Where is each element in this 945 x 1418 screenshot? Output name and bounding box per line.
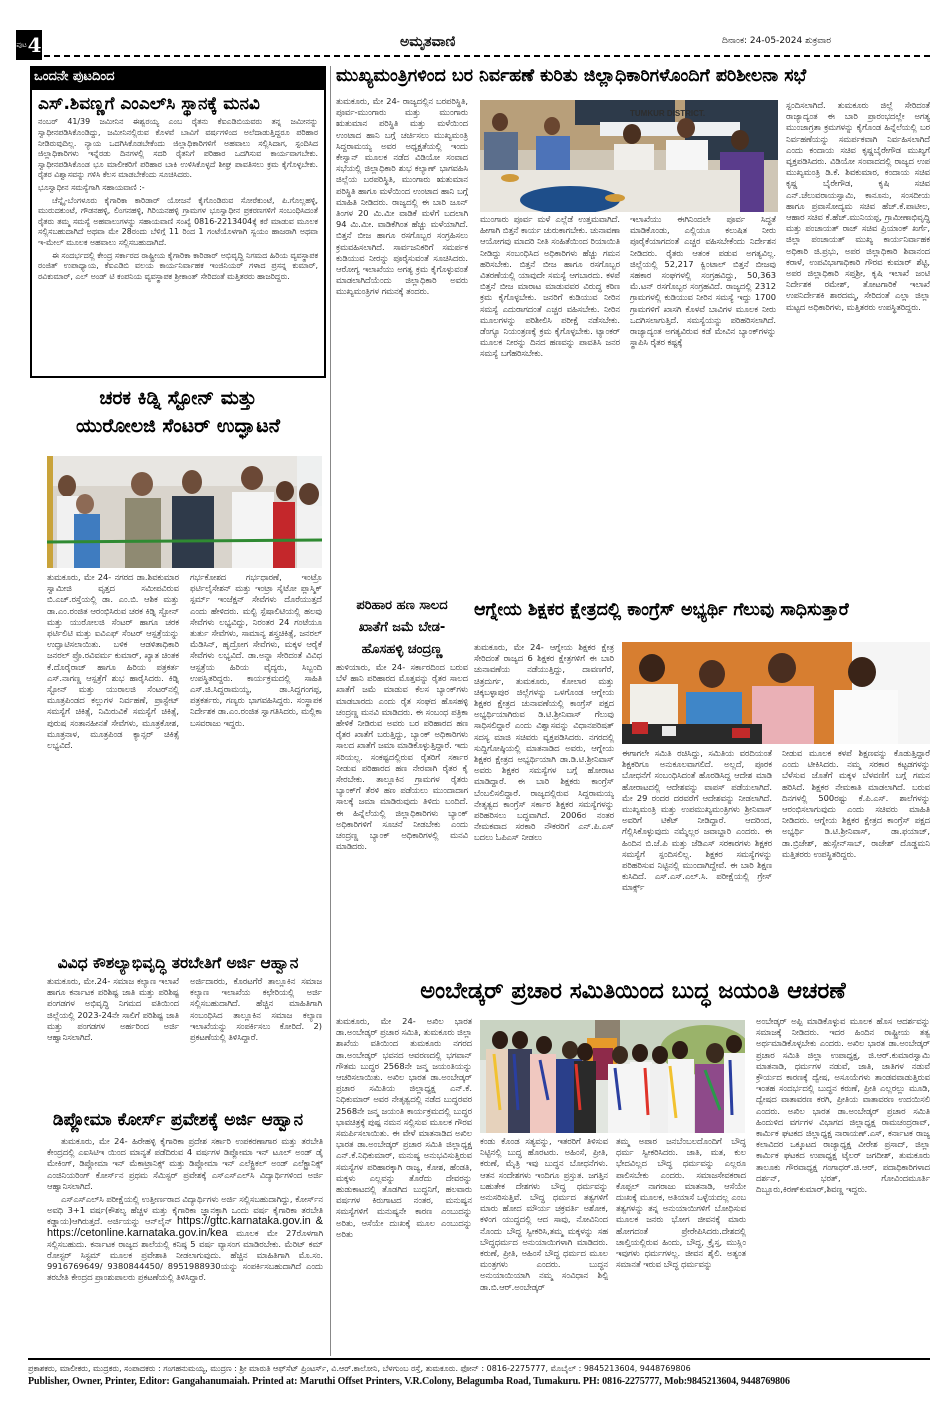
- section-label: ಒಂದನೇ ಪುಟದಿಂದ: [30, 66, 326, 88]
- article-shivanna: [30, 88, 326, 378]
- article-body-parihara: ಹುಳಿಯಾರು, ಮೇ 24- ಸರ್ಕಾರದಿಂದ ಬರುವ ಬೆಳೆ ಹಾನಿ ಪರಿಹಾರದ ಮೊತ್ತವನ್ನು ರೈತರ ಸಾಲದ ಖಾತೆಗೆ ಜಮೆ ಮಾಡುವ ಕೆಲಸ ಬ್ಯಾಂಕ್‌ಗಳು ಮಾಡಬಾರದು ಎಂದು ರೈತ ಸಂಘದ ಹೊಸಹಳ್ಳಿ ಚಂದ್ರಣ್ಣ ಮನವಿ ಮಾಡಿದರು. ಈ ಸಂಬಂಧ ಪತ್ರಿಕಾ ಹೇಳಿಕೆ ನೀಡಿರುವ ಅವರು ಬರ ಪರಿಹಾರದ ಹಣ ರೈತರ ಖಾತೆಗೆ ಬರುತ್ತಿದ್ದು, ಬ್ಯಾಂಕ್ ಅಧಿಕಾರಿಗಳು ಸಾಲದ ಖಾತೆಗೆ ಜಮಾ ಮಾಡಿಕೊಳ್ಳುತ್ತಿದ್ದಾರೆ. ಇದು ಸರಿಯಲ್ಲ. ಸಂಕಷ್ಟದಲ್ಲಿರುವ ರೈತರಿಗೆ ಸರ್ಕಾರ ನೀಡುವ ಪರಿಹಾರದ ಹಣ ನೇರವಾಗಿ ರೈತರ ಕೈ ಸೇರಬೇಕು. ತಾಲ್ಲೂಕಿನ ಗ್ರಾಮಗಳ ರೈತರು ಬ್ಯಾಂಕ್‌ಗೆ ತೆರಳಿ ಹಣ ಪಡೆಯಲು ಮುಂದಾದಾಗ ಸಾಲಕ್ಕೆ ಜಮಾ ಮಾಡಿರುವುದು ತಿಳಿದು ಬಂದಿದೆ. ಈ ಹಿನ್ನೆಲೆಯಲ್ಲಿ ಜಿಲ್ಲಾಧಿಕಾರಿಗಳು ಬ್ಯಾಂಕ್ ಅಧಿಕಾರಿಗಳಿಗೆ ಸೂಚನೆ ನೀಡಬೇಕು ಎಂದು ಚಂದ್ರಣ್ಣ ಬ್ಯಾಂಕ್ ಅಧಿಕಾರಿಗಳಲ್ಲಿ ಮನವಿ ಮಾಡಿದರು.: [336, 662, 468, 852]
- photo-press-meet: [622, 642, 930, 744]
- article-headline-agneya: ಆಗ್ನೇಯ ಶಿಕ್ಷಕರ ಕ್ಷೇತ್ರದಲ್ಲಿ ಕಾಂಗ್ರೆಸ್ ಅಭ್ಯರ್ಥಿ ಗೆಲುವು ಸಾಧಿಸುತ್ತಾರೆ: [474, 600, 849, 620]
- article-headline-cm-meeting: ಮುಖ್ಯಮಂತ್ರಿಗಳಿಂದ ಬರ ನಿರ್ವಹಣೆ ಕುರಿತು ಜಿಲ್ಲಾಧಿಕಾರಿಗಳೊಂದಿಗೆ ಪರಿಶೀಲನಾ ಸಭೆ: [336, 66, 807, 86]
- headline-line: ಯುರೋಲಜಿ ಸೆಂಟರ್ ಉದ್ಘಾಟನೆ: [75, 415, 281, 437]
- article-body-diploma: [47, 1136, 323, 1352]
- headline-line: ಖಾತೆಗೆ ಜಮೆ ಬೇಡ-: [358, 620, 446, 635]
- imprint-english: Publisher, Owner, Printer, Editor: Gangahanumaiah. Printed at: Maruthi Offset Printers, V.R.Colony, Belagumba Road, Tumakuru. PH: 0816-2275777, Mob:9845213604, 9448769806: [28, 1376, 790, 1387]
- photo-sign-text: TUMKUR DISTRICT.: [630, 109, 706, 118]
- article-headline-charaka: [30, 384, 326, 440]
- article-body-agneya-col1: ತುಮಕೂರು, ಮೇ 24- ಆಗ್ನೇಯ ಶಿಕ್ಷಕರ ಕ್ಷೇತ್ರ ಸೇರಿದಂತೆ ರಾಜ್ಯದ 6 ಶಿಕ್ಷಕರ ಕ್ಷೇತ್ರಗಳಿಗೆ ಈ ಬಾರಿ ಚುನಾವಣೆಯ ನಡೆಯುತ್ತಿದ್ದು, ದಾವಣಗೆರೆ, ಚಿತ್ರದುರ್ಗ, ತುಮಕೂರು, ಕೋಲಾರ ಮತ್ತು ಚಿಕ್ಕಬಳ್ಳಾಪುರ ಜಿಲ್ಲೆಗಳನ್ನು ಒಳಗೊಂಡ ಆಗ್ನೇಯ ಶಿಕ್ಷಕರ ಕ್ಷೇತ್ರದ ಚುನಾವಣೆಯಲ್ಲಿ ಕಾಂಗ್ರೆಸ್ ಪಕ್ಷದ ಅಭ್ಯರ್ಥಿಯಾಗಿರುವ ಡಿ.ಟಿ.ಶ್ರೀನಿವಾಸ್ ಗೆಲುವು ಸಾಧಿಸಲಿದ್ದಾರೆ ಎಂದು ವಿಶ್ವಾಸವನ್ನು ವಿಧಾನಪರಿಷತ್ ಸದಸ್ಯ ಮಾಜಿ ಸಚಿವರು ವ್ಯಕ್ತಪಡಿಸಿದರು. ನಗರದಲ್ಲಿ ಸುದ್ದಿಗೋಷ್ಠಿಯಲ್ಲಿ ಮಾತನಾಡಿದ ಅವರು, ಆಗ್ನೇಯ ಶಿಕ್ಷಕರ ಕ್ಷೇತ್ರದ ಅಭ್ಯರ್ಥಿಯಾಗಿ ಡಾ.ಡಿ.ಟಿ.ಶ್ರೀನಿವಾಸ್ ಅವರು ಶಿಕ್ಷಕರ ಸಮಸ್ಯೆಗಳ ಬಗ್ಗೆ ಹೋರಾಟ ಮಾಡಿದ್ದಾರೆ. ಈ ಬಾರಿ ಶಿಕ್ಷಕರು ಕಾಂಗ್ರೆಸ್ ಬೆಂಬಲಿಸಲಿದ್ದಾರೆ. ರಾಜ್ಯದಲ್ಲಿರುವ ಸಿದ್ದರಾಮಯ್ಯ ನೇತೃತ್ವದ ಕಾಂಗ್ರೆಸ್ ಸರ್ಕಾರ ಶಿಕ್ಷಕರ ಸಮಸ್ಯೆಗಳನ್ನು ಪರಿಹರಿಸಲು ಬದ್ಧವಾಗಿದೆ. 2006ರ ನಂತರ ನೇಮಕವಾದ ಸರಕಾರಿ ನೌಕರರಿಗೆ ಎನ್.ಪಿ.ಎಸ್ ಬದಲು ಓಪಿಎಸ್ ನೀಡಲು: [474, 642, 614, 843]
- article-text: ಎಸ್‌ಎಸ್‌ಎಲ್‌ಸಿ ಪರೀಕ್ಷೆಯಲ್ಲಿ ಉತ್ತೀರ್ಣರಾದ ವಿದ್ಯಾರ್ಥಿಗಳು ಅರ್ಜಿ ಸಲ್ಲಿಸಬಹುದಾಗಿದ್ದು, ಕೋರ್ಸ್‌ನ ಅವಧಿ 3+1 ವರ್ಷ(ಕೌಶಲ್ಯ ಹೆಚ್ಚಳ ಮತ್ತು ಕೈಗಾರಿಕಾ ಜ್ಞಾನಕ್ಕಾಗಿ ಒಂದು ವರ್ಷ ಕೈಗಾರಿಕಾ ತರಬೇತಿ ಕಡ್ಡಾಯ)ಆಗಿರುತ್ತದೆ. ಅರ್ಜಿಯನ್ನು ಆನ್‌ಲೈನ್: [47, 1194, 323, 1227]
- headline-line: ಚರಕ ಕಿಡ್ನಿ ಸ್ಟೋನ್ ಮತ್ತು: [99, 387, 257, 409]
- link-cetonline[interactable]: https://cetonline.karnataka.gov.in/kea: [47, 1226, 228, 1239]
- link-ampersand: &: [315, 1215, 323, 1228]
- page-number-badge: [16, 30, 42, 60]
- article-body-charaka-col2: ಗರ್ಭಕೋಶದ ಗರ್ಭಧಾರಣೆ, ಇಂಟ್ರೊ ಫರ್ಟಿಲೈಸೇಶನ್ ಮತ್ತು ಇಂಟ್ರಾ ಸೈಟೋ ಪ್ಲಾಸ್ಮಿಕ್ ಸ್ಪರ್ಮ್ ಇಂಜೆಕ್ಷನ್ ಸೇವೆಗಳು ದೊರೆಯುತ್ತದೆ ಎಂದು ಹೇಳಿದರು. ಮಲ್ಟಿ ಸ್ಪೆಷಾಲಿಟಿಯಲ್ಲಿ ಹಲವು ಸೇವೆಗಳು ಲಭ್ಯವಿದ್ದು, ನಿರಂತರ 24 ಗಂಟೆಯೂ ತುರ್ತು ಸೇವೆಗಳು, ಸಾಮಾನ್ಯ ಶಸ್ತ್ರಚಿಕಿತ್ಸೆ, ಜನರಲ್ ಮೆಡಿಸಿನ್, ಹೃದ್ರೋಗ ಸೇವೆಗಳು, ಮಕ್ಕಳ ಆರೈಕೆ ಸೇವೆಗಳು ಲಭ್ಯವಿದೆ. ಡಾ.ಅನ್ನಾ ಸೇರಿದಂತೆ ವಿವಿಧ ಆಸ್ಪತ್ರೆಯ ಹಿರಿಯ ವೈದ್ಯರು, ಸಿಬ್ಬಂದಿ ಉಪಸ್ಥಿತರಿದ್ದರು. ಕಾರ್ಯಕ್ರಮದಲ್ಲಿ ಸಾಹಿತಿ ಎಸ್.ಜಿ.ಸಿದ್ದರಾಮಯ್ಯ, ಡಾ.ಸಿದ್ದಗಂಗಪ್ಪ, ಪತ್ರಕರ್ತರು, ಗಣ್ಯರು ಭಾಗವಹಿಸಿದ್ದರು. ಸಂಸ್ಥಾಪಕ ನಿರ್ದೇಶಕ ಡಾ.ಎಂ.ರಂಜಿತ ಸ್ವಾಗತಿಸಿದರು, ಮಲ್ಲಿಕಾ ಬಸವರಾಜು ಇದ್ದರು.: [190, 572, 322, 728]
- article-body-charaka-col1: ತುಮಕೂರು, ಮೇ 24- ನಗರದ ಡಾ.ಶಿವಕುಮಾರ ಸ್ವಾಮೀಜಿ ವೃತ್ತದ ಸಮೀಪವಿರುವ ಬಿ.ಎಚ್.ರಸ್ತೆಯಲ್ಲಿ ಡಾ. ಎಂ.ಬಿ. ಆಶಿಕ ಮತ್ತು ಡಾ.ಎಂ.ರಂಜಿತ ಆರಂಭಿಸಿರುವ ಚರಕ ಕಿಡ್ನಿ ಸ್ಟೋನ್ ಮತ್ತು ಯುರೋಲಜಿ ಸೆಂಟರ್ ಹಾಗೂ ಚರಕ ಫರ್ಟಿಲಿಟಿ ಮತ್ತು ಐವಿಎಫ್ ಸೆಂಟರ್ ಆಸ್ಪತ್ರೆಯನ್ನು ಉದ್ಘಾಟಿಸಲಾಯಿತು. ಬಳಿಕ ಆಡಳಿತಾಧಿಕಾರಿ ಜನರಲ್ ಪ್ರೊ.ರವಿವರ್ಮ ಕುಮಾರ್, ಖ್ಯಾತ ಚಿಂತಕ ಕೆ.ದೊರೈರಾಜ್ ಹಾಗೂ ಹಿರಿಯ ಪತ್ರಕರ್ತ ಎಸ್.ನಾಗಣ್ಣ ಆಸ್ಪತ್ರೆಗೆ ಶುಭ ಹಾರೈಸಿದರು. ಕಿಡ್ನಿ ಸ್ಟೋನ್ ಮತ್ತು ಯುರಾಲಜಿ ಸೆಂಟರ್‌ನಲ್ಲಿ ಮೂತ್ರಪಿಂಡದ ಕಲ್ಲುಗಳ ನಿರ್ವಹಣೆ, ಪ್ರಾಸ್ಟೇಟ್ ಸಮಸ್ಯೆಗೆ ಚಿಕಿತ್ಸೆ, ನಿಮಿರುವಿಕೆ ಸಮಸ್ಯೆಗೆ ಚಿಕಿತ್ಸೆ, ಪುರುಷ ಸಂತಾನಹೀನತೆ ಸೇವೆಗಳು, ಮೂತ್ರಕೋಶ, ಮೂತ್ರನಾಳ, ಮೂತ್ರಪಿಂಡ ಕ್ಯಾನ್ಸರ್ ಚಿಕಿತ್ಸೆ ಲಭ್ಯವಿದೆ.: [47, 572, 179, 751]
- article-headline: ಎಸ್.ಶಿವಣ್ಣಗೆ ಎಂಎಲ್‌ಸಿ ಸ್ಥಾನಕ್ಕೆ ಮನವಿ: [38, 94, 260, 114]
- article-paragraph: ಈ ಸಂದರ್ಭದಲ್ಲಿ ಕೇಂದ್ರ ಸರ್ಕಾರದ ರಾಷ್ಟ್ರೀಯ ಕೈಗಾರಿಕಾ ಕಾರಿಡಾರ್ ಅಭಿವೃದ್ಧಿ ನಿಗಮದ ಹಿರಿಯ ವ್ಯವಸ್ಥಾಪಕ ರಂಜಿತ್ ಉಪಾಧ್ಯಾಯ, ಕೆಐಎಡಿಬಿ ವಲಯ ಕಾರ್ಯನಿರ್ವಾಹಕ ಇಂಜಿನಿಯರ್ ಗಳಾದ ಪ್ರಸನ್ನ ಕುಮಾರ್, ರವಿಕುಮಾರ್, ಎಲ್ ಅಂಡ್ ಟಿ ಕಂಪನಿಯ ವ್ಯವಸ್ಥಾಪಕ ಶ್ರೀಕಾಂತ್ ಸೇರಿದಂತೆ ಮತ್ತಿತರರು ಹಾಜರಿದ್ದರು.: [38, 250, 318, 281]
- article-body-cm-col4: ಸ್ಪಂದಿಸಲಾಗಿದೆ. ತುಮಕೂರು ಜಿಲ್ಲೆ ಸೇರಿದಂತೆ ರಾಜ್ಯಾದ್ಯಂತ ಈ ಬಾರಿ ಪ್ರಾರಂಭದಲ್ಲೇ ಅಗತ್ಯ ಮುಂಜಾಗ್ರತಾ ಕ್ರಮಗಳನ್ನು ಕೈಗೊಂಡ ಹಿನ್ನೆಲೆಯಲ್ಲಿ ಬರ ನಿರ್ವಹಣೆಯನ್ನು ಸಮರ್ಪಕವಾಗಿ ನಿರ್ವಹಿಸಲಾಗಿದೆ ಎಂದು ಕಂದಾಯ ಸಚಿವ ಕೃಷ್ಣಬೈರೇಗೌಡ ಮುಖ್ಯಗೆ ವ್ಯಕ್ತಪಡಿಸಿದರು. ವಿಡಿಯೋ ಸಂವಾದದಲ್ಲಿ ರಾಜ್ಯದ ಉಪ ಮುಖ್ಯಮಂತ್ರಿ ಡಿ.ಕೆ. ಶಿವಕುಮಾರ, ಕಂದಾಯ ಸಚಿವ ಕೃಷ್ಣ ಬೈರೇಗೌಡ, ಕೃಷಿ ಸಚಿವ ಎನ್.ಚೆಲುವರಾಯಸ್ವಾಮಿ, ಕಾನೂನು, ಸಂಸದೀಯ ಹಾಗೂ ಪ್ರವಾಸೋದ್ಯಮ ಸಚಿವ ಹೆಚ್.ಕೆ.ಪಾಟೀಲ, ಆಹಾರ ಸಚಿವ ಕೆ.ಹೆಚ್.ಮುನಿಯಪ್ಪ, ಗ್ರಾಮೀಣಾಭಿವೃದ್ಧಿ ಮತ್ತು ಪಂಚಾಯತ್ ರಾಜ್ ಸಚಿವ ಪ್ರಿಯಾಂಕ್ ಖರ್ಗೆ, ಜಿಲ್ಲಾ ಪಂಚಾಯತ್ ಮುಖ್ಯ ಕಾರ್ಯನಿರ್ವಾಹಕ ಅಧಿಕಾರಿ ಜಿ.ಪ್ರಭು, ಅಪರ ಜಿಲ್ಲಾಧಿಕಾರಿ ಶಿವಾನಂದ ಕರಾಳೆ, ಉಪವಿಭಾಗಾಧಿಕಾರಿ ಗೌರವ ಕುಮಾರ್ ಶೆಟ್ಟಿ, ಅಪರ ಜಿಲ್ಲಾಧಿಕಾರಿ ಸಪ್ತಶ್ರೀ, ಕೃಷಿ ಇಲಾಖೆ ಜಂಟಿ ನಿರ್ದೇಶಕ ರಮೇಶ್, ತೋಟಗಾರಿಕೆ ಇಲಾಖೆ ಉಪನಿರ್ದೇಶಕಿ ಶಾರದಮ್ಮ, ಸೇರಿದಂತೆ ಎಲ್ಲಾ ಜಿಲ್ಲಾ ಮಟ್ಟದ ಅಧಿಕಾರಿಗಳು, ಮತ್ತಿತರರು ಉಪಸ್ಥಿತರಿದ್ದರು.: [786, 100, 930, 312]
- imprint-kannada: ಪ್ರಕಾಶಕರು, ಮಾಲೀಕರು, ಮುದ್ರಕರು, ಸಂಪಾದಕರು : ಗಂಗಹನುಮಯ್ಯ, ಮುದ್ರಣ : ಶ್ರೀ ಮಾರುತಿ ಆಫ್‌ಸೆಟ್ ಪ್ರಿಂಟರ್ಸ್, ವಿ.ಆರ್.ಕಾಲೋನಿ, ಬೆಳಗುಂಬ ರಸ್ತೆ, ತುಮಕೂರು. ಫೋನ್ : 0816-2275777, ಮೊಬೈಲ್ : 9845213604, 9448769806: [28, 1364, 691, 1373]
- article-body-agneya-col3: ನೀಡುವ ಮೂಲಕ ಕಳಪೆ ಶಿಕ್ಷಣವನ್ನು ಕೊಡುತ್ತಿದ್ದಾರೆ ಎಂದು ಟೀಕಿಸಿದರು. ನಮ್ಮ ಸರಕಾರ ಕಟ್ಟಡಗಳನ್ನು ಬೆಳೆಸುವ ಜೊತೆಗೆ ಮಕ್ಕಳ ಬೆಳವಣಿಗೆ ಬಗ್ಗೆ ಗಮನ ಹರಿಸಿದೆ. ಶಿಕ್ಷಕರ ನೇಮಕಾತಿ ಮಾಡಲಾಗಿದೆ. ಬರುವ ದಿನಗಳಲ್ಲಿ 500ರಷ್ಟು ಕೆ.ಪಿ.ಎಸ್. ಶಾಲೆಗಳನ್ನು ಆರಂಭಿಸಲಾಗುವುದು ಎಂದು ಸಚಿವರು ಮಾಹಿತಿ ನೀಡಿದರು. ಆಗ್ನೇಯ ಶಿಕ್ಷಕರ ಕ್ಷೇತ್ರದ ಕಾಂಗ್ರೆಸ್ ಪಕ್ಷದ ಅಭ್ಯರ್ಥಿ ಡಿ.ಟಿ.ಶ್ರೀನಿವಾಸ್, ಡಾ.ಫಯಾಜ್, ಡಾ.ಬ್ರಿಜೇಶ್, ಹುಸ್ಸೇನ್‌ಸಾಬ್, ರಾಜೇಶ್ ದೊಡ್ಡಮನಿ ಮತ್ತಿತರರು ಉಪಸ್ಥಿತರಿದ್ದರು.: [782, 748, 930, 859]
- article-text: ಮೂಲಕ ಮೇ 27ರೊಳಗಾಗಿ ಸಲ್ಲಿಸಬಹುದು. ಕರ್ನಾಟಕ ರಾಜ್ಯದ ಶಾಲೆಯಲ್ಲಿ ಕನಿಷ್ಠ 5 ವರ್ಷ ವ್ಯಾಸಂಗ ಮಾಡಿರಬೇಕು. ಮೆರಿಟ್ ಕಮ್ ರೋಸ್ಟರ್ ಸಿಸ್ಟಮ್ ಮೂಲಕ ಪ್ರವೇಶಾತಿ ನೀಡಲಾಗುವುದು. ಹೆಚ್ಚಿನ ಮಾಹಿತಿಗಾಗಿ ಮೊ.ಸಂ. 9916769649/ 9380844450/ 8951988930ಯನ್ನು ಸಂಪರ್ಕಿಸಬಹುದಾಗಿದೆ ಎಂದು ತರಬೇತಿ ಕೇಂದ್ರದ ಪ್ರಾಂಶುಪಾಲರು ಪ್ರಕಟಣೆಯಲ್ಲಿ ತಿಳಿಸಿದ್ದಾರೆ.: [47, 1227, 323, 1283]
- article-paragraph: ಚೆನ್ನೈ-ಬೆಂಗಳೂರು ಕೈಗಾರಿಕಾ ಕಾರಿಡಾರ್ ಯೋಜನೆ ಕೈಗೊಂಡಿರುವ ಸೋರೆಕುಂಟೆ, ಪಿ.ಗೊಲ್ಲಹಳ್ಳಿ, ಮುರುದಕುಂಟೆ, ಗೌಡನಹಳ್ಳಿ, ಲಿಂಗನಹಳ್ಳಿ, ಗಿರಿಯನಹಳ್ಳಿ ಗ್ರಾಮಗಳ ಭೂಸ್ವಾಧೀನ ಪ್ರಕರಣಗಳಿಗೆ ಸಂಬಂಧಿಸಿದಂತೆ ರೈತರು ತಮ್ಮ ಸಮಸ್ಯೆ ಅಹವಾಲುಗಳನ್ನು ಸಹಾಯವಾಣಿ ಸಂಖ್ಯೆ 0816-2213404ಕ್ಕೆ ಕರೆ ಮಾಡುವ ಮೂಲಕ ಸಲ್ಲಿಸಬಹುದಾಗಿದೆ ಅಥವಾ ಮೇ 28ರಂದು ಬೆಳಿಗ್ಗೆ 11 ರಿಂದ 1 ಗಂಟೆಯೊಳಗಾಗಿ ಸ್ವಯಂ ಹಾಜರಾಗಿ ಅಥವಾ ಇ-ಮೇಲ್ ಮೂಲಕ ಅಹವಾಲು ಸಲ್ಲಿಸಬಹುದಾಗಿದೆ.: [38, 195, 318, 247]
- article-body-vividha-col2: ಅರ್ಜಿದಾರರು, ಕೊರಟಗೆರೆ ತಾಲ್ಲೂಕಿನ ಸಮಾಜ ಕಲ್ಯಾಣ ಇಲಾಖೆಯ ಕಛೇರಿಯಲ್ಲಿ ಅರ್ಜಿ ಸಲ್ಲಿಸಬಹುದಾಗಿದೆ. ಹೆಚ್ಚಿನ ಮಾಹಿತಿಗಾಗಿ ಸಂಬಂಧಿಸಿದ ತಾಲ್ಲೂಕಿನ ಸಮಾಜ ಕಲ್ಯಾಣ ಇಲಾಖೆಯನ್ನು ಸಂಪರ್ಕಿಸಲು ಕೋರಿದೆ. 2) ಪ್ರಕಟಣೆಯಲ್ಲಿ ತಿಳಿಸಿದ್ದಾರೆ.: [190, 976, 322, 1043]
- article-paragraph: ನಂಬರ್ 41/39 ಜಮೀನಿನ ಈಶ್ವರಯ್ಯ ಎಂಬ ರೈತನು ಕೆಐಎಡಿಬಿಯವರು ತನ್ನ ಜಮೀನನ್ನು ಸ್ವಾಧೀನಪಡಿಸಿಕೊಂಡಿದ್ದು, ಜಮೀನಿನಲ್ಲಿರುವ ಕೊಳವೆ ಬಾವಿಗೆ ವರ್ಷಗಳಿಂದ ಅಲೆದಾಡುತ್ತಿದ್ದರೂ ಪರಿಹಾರ ನೀಡಿರುವುದಿಲ್ಲ. ನ್ಯಾಯ ಒದಗಿಸಿಕೊಡಬೇಕೆಂದು ಜಿಲ್ಲಾಧಿಕಾರಿಗಳಿಗೆ ಅಹವಾಲು ಸಲ್ಲಿಸಿದಾಗ, ಸ್ಪಂದಿಸಿದ ಜಿಲ್ಲಾಧಿಕಾರಿಗಳು ಇನ್ನೆರಡು ದಿನಗಳಲ್ಲಿ ಸದರಿ ರೈತನಿಗೆ ಪರಿಹಾರ ಒದಗಿಸುವ ಕಾರ್ಯವಾಗಬೇಕು. ಸ್ವಾಧೀನಪಡಿಸಿಕೊಂಡ ಭೂ ಮಾಲೀಕರಿಗೆ ಪರಿಹಾರ ಬಾಕಿ ಉಳಿಸಿಕೊಳ್ಳದೆ ಶೀಘ್ರ ಪಾವತಿಸಲು ಕ್ರಮ ಕೈಗೊಳ್ಳಬೇಕು. ರೈತರ ವಿಶ್ವಾಸವನ್ನು ಗಳಿಸಿ ಕೆಲಸ ಮಾಡಬೇಕೆಂದು ಸೂಚಿಸಿದರು.: [38, 117, 318, 180]
- dateline: ದಿನಾಂಕ: 24-05-2024 ಶುಕ್ರವಾರ: [722, 36, 832, 46]
- article-body-cm-col3: ಇಲಾಖೆಯು ಈಗಿನಿಂದಲೇ ಪೂರ್ವ ಸಿದ್ಧತೆ ಮಾಡಿಕೊಂಡು, ಎಲ್ಲಿಯೂ ಕಲುಷಿತ ನೀರು ಪೂರೈಕೆಯಾಗದಂತೆ ಎಚ್ಚರ ವಹಿಸಬೇಕೆಂದು ನಿರ್ದೇಶನ ನೀಡಿದರು. ರೈತರು ಆತಂಕ ಪಡುವ ಅಗತ್ಯವಿಲ್ಲ. ಜಿಲ್ಲೆಯಲ್ಲಿ 52,217 ಕ್ವಿಂಟಾಲ್ ಬಿತ್ತನೆ ಬೀಜವು ಸಹಕಾರ ಸಂಘಗಳಲ್ಲಿ ಸಂಗ್ರಹವಿದ್ದು, 50,363 ಮೆ.ಟನ್ ರಸಗೊಬ್ಬರ ಸಂಗ್ರಹವಿದೆ. ರಾಜ್ಯದಲ್ಲಿ 2312 ಗ್ರಾಮಗಳಲ್ಲಿ ಕುಡಿಯುವ ನೀರಿನ ಸಮಸ್ಯೆ ಇದ್ದು 1700 ಗ್ರಾಮಗಳಿಗೆ ಖಾಸಗಿ ಕೊಳವೆ ಬಾವಿಗಳ ಮೂಲಕ ನೀರು ಒದಗಿಸಲಾಗುತ್ತಿದೆ. ಸಮಸ್ಯೆಯನ್ನು ಪರಿಹರಿಸಲಾಗಿದೆ. ರಾಜ್ಯಾದ್ಯಂತ ಅಗತ್ಯವಿರುವ ಕಡೆ ಮೇವಿನ ಬ್ಯಾಂಕ್‌ಗಳನ್ನು ಸ್ಥಾಪಿಸಿ ರೈತರ ಕಷ್ಟಕ್ಕೆ: [630, 214, 776, 348]
- page-prefix: ಪುಟ: [16, 41, 27, 49]
- article-body-cm-col1: ತುಮಕೂರು, ಮೇ 24- ರಾಜ್ಯದಲ್ಲಿನ ಬರಪರಿಸ್ಥಿತಿ, ಪೂರ್ವ-ಮುಂಗಾರು ಮತ್ತು ಮುಂಗಾರು ಋತುಮಾನ ಪರಿಸ್ಥಿತಿ ಮತ್ತು ಮಳೆಯಿಂದ ಉಂಟಾದ ಹಾನಿ ಬಗ್ಗೆ ಚರ್ಚಿಸಲು ಮುಖ್ಯಮಂತ್ರಿ ಸಿದ್ದರಾಮಯ್ಯ ಅವರ ಅಧ್ಯಕ್ಷತೆಯಲ್ಲಿ ಇಂದು ಕೇಸ್ವಾನ್ ಮೂಲಕ ನಡೆದ ವಿಡಿಯೋ ಸಂವಾದ ಸಭೆಯಲ್ಲಿ ಜಿಲ್ಲಾಧಿಕಾರಿ ಶುಭ ಕಲ್ಯಾಣ್ ಭಾಗವಹಿಸಿ ಜಿಲ್ಲೆಯ ಬರಪರಿಸ್ಥಿತಿ, ಮುಂಗಾರು ಋತುಮಾನ ಪರಿಸ್ಥಿತಿ ಹಾಗೂ ಮಳೆಯಿಂದ ಉಂಟಾದ ಹಾನಿ ಬಗ್ಗೆ ಮಾಹಿತಿ ನೀಡಿದರು. ರಾಜ್ಯದಲ್ಲಿ ಈ ಬಾರಿ ಜೂನ್ ತಿಂಗಳ 20 ಮಿ.ಮೀ ವಾಡಿಕೆ ಮಳೆಗೆ ಬದಲಾಗಿ 94 ಮಿ.ಮೀ. ವಾಡಿಕೆಗಿಂತ ಹೆಚ್ಚು ಮಳೆಯಾಗಿದೆ. ಬಿತ್ತನೆ ಬೀಜ ಹಾಗೂ ರಸಗೊಬ್ಬರ ಸಂಗ್ರಹಿಸಲು ಕ್ರಮವಹಿಸಲಾಗಿದೆ. ಸಾರ್ವಜನಿಕರಿಗೆ ಸಮರ್ಪಕ ಕುಡಿಯುವ ನೀರನ್ನು ಪೂರೈಸುವಂತೆ ಸೂಚಿಸಿದರು. ಆರೋಗ್ಯ ಇಲಾಖೆಯು ಅಗತ್ಯ ಕ್ರಮ ಕೈಗೊಳ್ಳುವಂತೆ ಮಾಡಲಾಗಿದೆಯೆಂದು ಜಿಲ್ಲಾಧಿಕಾರಿ ಅವರು ಮುಖ್ಯಮಂತ್ರಿಗಳ ಗಮನಕ್ಕೆ ತಂದರು.: [336, 96, 468, 297]
- article-body-ambedkar-col2: ಕಂಡು ಕೊಂಡ ಸತ್ಯವನ್ನು, ಇತರರಿಗೆ ತಿಳಿಸುವ ನಿಟ್ಟಿನಲ್ಲಿ ಬುದ್ಧ ಹೊರಟರು. ಅಹಿಂಸೆ, ಪ್ರೀತಿ, ಕರುಣೆ, ಮೈತ್ರಿ ಇವು ಬುದ್ಧನ ಬೋಧನೆಗಳು. ಆತನ ಸಂದೇಶಗಳು ಇಂದಿಗೂ ಪ್ರಸ್ತುತ. ಜಗತ್ತಿನ ಬಹುತೇಕ ದೇಶಗಳು ಬೌದ್ಧ ಧರ್ಮವನ್ನು ಅನುಸರಿಸುತ್ತಿವೆ. ಬೌದ್ಧ ಧರ್ಮದ ತತ್ವಗಳಿಗೆ ಮಾರು ಹೋದ ಮೌರ್ಯ ಚಕ್ರವರ್ತಿ ಅಶೋಕ, ಕಳಿಂಗ ಯುದ್ಧದಲ್ಲಿ ಆದ ಸಾವು, ನೋವಿನಿಂದ ನೊಂದು ಬೌದ್ಧ ಸ್ವೀಕರಿಸಿ,ತಮ್ಮ ಮಕ್ಕಳನ್ನು ಸಹ ಬೌದ್ಧಧರ್ಮದ ಅನುಯಾಯಿಗಳಾಗಿ ಮಾಡಿದರು. ಕರುಣೆ, ಪ್ರೀತಿ, ಅಹಿಂಸೆ ಬೌದ್ಧ ಧರ್ಮದ ಮೂಲ ಮಂತ್ರಗಳು ಎಂದರು. ಬುದ್ಧನ ಅನುಯಾಯಿಯಾಗಿ ನಮ್ಮ ಸಂವಿಧಾನ ಶಿಲ್ಪಿ ಡಾ.ಬಿ.ಆರ್.ಅಂಬೇಡ್ಕರ್: [480, 1136, 608, 1292]
- page-number: 4: [27, 33, 42, 57]
- photo-inauguration: [47, 456, 322, 568]
- article-headline-ambedkar: ಅಂಬೇಡ್ಕರ್ ಪ್ರಚಾರ ಸಮಿತಿಯಿಂದ ಬುದ್ಧ ಜಯಂತಿ ಆಚರಣೆ: [420, 978, 846, 1004]
- article-body-ambedkar-col3: ತಮ್ಮ ಅಪಾರ ಜನಬೆಂಬಲದೊಂದಿಗೆ ಬೌದ್ಧ ಧರ್ಮ ಸ್ವೀಕರಿಸಿದರು. ಜಾತಿ, ಮತ, ಕುಲ ಭೇದವಿಲ್ಲದ ಬೌದ್ಧ ಧರ್ಮವನ್ನು ಎಲ್ಲರೂ ಪಾಲಿಸಬೇಕು ಎಂದರು. ಸಮಾಜಸೇವಕರಾದ ಕೊಪ್ಪಲ್ ನಾಗರಾಜು ಮಾತನಾಡಿ, ಆಸೆಯೇ ದುಃಖಕ್ಕೆ ಮೂಲಕ, ಅತಿಯಾಸೆ ಒಳ್ಳೆಯದಲ್ಲ ಎಂಬ ತತ್ವಗಳನ್ನು ತನ್ನ ಅನುಯಾಯಿಗಳಿಗೆ ಬೋಧಿಸುವ ಮೂಲಕ ಜನರು ಭೋಗ ಜೀವನಕ್ಕೆ ಮಾರು ಹೋಗದಂತೆ ಪ್ರೇರೇಪಿಸಿದರು.ದೇಶದಲ್ಲಿ ಚಾಲ್ತಿಯಲ್ಲಿರುವ ಹಿಂದು, ಬೌದ್ಧ, ಕ್ರೈಸ್ತ, ಮುಸ್ಲಿಂ ಇವುಗಳು ಧರ್ಮಗಳಲ್ಲ. ಜೀವನ ಶೈಲಿ. ಅತ್ಯಂತ ಸಮಾನತೆ ಇರುವ ಬೌದ್ಧ ಧರ್ಮವನ್ನು: [616, 1136, 746, 1270]
- article-body-ambedkar-col4: ಅಂಬೇಡ್ಕರ್ ಅಪ್ಪಿ ಮಾಡಿಕೊಳ್ಳುವ ಮೂಲಕ ಹೊಸ ಆದರ್ಶವನ್ನು ಸಮಾಜಕ್ಕೆ ನೀಡಿದರು. ಇದರ ಹಿಂದಿನ ರಾಷ್ಟ್ರೀಯ ತತ್ವ ಅರ್ಥಮಾಡಿಕೊಳ್ಳಬೇಕು ಎಂದರು. ಅಖಿಲ ಭಾರತ ಡಾ.ಅಂಬೇಡ್ಕರ್ ಪ್ರಚಾರ ಸಮಿತಿ ಜಿಲ್ಲಾ ಉಪಾಧ್ಯಕ್ಷ, ಜಿ.ಆರ್.ಕುಮಾರಸ್ವಾಮಿ ಮಾತನಾಡಿ, ಧರ್ಮಗಳ ನಡುವೆ, ಜಾತಿ, ಜಾತಿಗಳ ನಡುವೆ ಕ್ರೌರ್ಯದ ಕಾರಣಕ್ಕೆ ದ್ವೇಷ, ಅಸೂಯೆಗಳು ತಾಂಡವವಾಡುತ್ತಿರುವ ಇಂತಹ ಸಂದರ್ಭದಲ್ಲಿ ಬುದ್ಧನ ಕರುಣೆ, ಪ್ರೀತಿ ಎಲ್ಲರಲ್ಲು ಮೂಡಿ, ದ್ವೇಷದ ವಾತಾವರಣ ಕರಗಿ, ಪ್ರೀತಿಯ ವಾತಾವರಣ ಉದಯಿಸಲಿ ಎಂದರು. ಅಖಿಲ ಭಾರತ ಡಾ.ಅಂಬೇಡ್ಕರ್ ಪ್ರಚಾರ ಸಮಿತಿ ಹಿಂದುಳಿದ ವರ್ಗಗಳ ವಿಭಾಗದ ಜಿಲ್ಲಾಧ್ಯಕ್ಷ ರಾಮಚಂದ್ರರಾವ್, ಕಾರ್ಮಿಕ ಘಟಕದ ಜಿಲ್ಲಾಧ್ಯಕ್ಷ ನಾರಾಯಣ್.ಎಸ್, ಕರ್ನಾಟಕ ರಾಜ್ಯ ಕಲಾವಿದರ ಒಕ್ಕೂಟದ ರಾಜ್ಯಾಧ್ಯಕ್ಷ ವೀರೇಶ ಪ್ರಸಾದ್, ಜಿಲ್ಲಾ ಕಾರ್ಮಿಕ ಘಟಕದ ಉಪಾಧ್ಯಕ್ಷ ಟೈಲರ್ ಜಗದೀಶ್, ತುಮಕೂರು ತಾಲೂಕು ಗೌರವಾಧ್ಯಕ್ಷ ಗಂಗಾಧರ್.ಜಿ.ಆರ್, ಪದಾಧಿಕಾರಿಗಳಾದ ದರ್ಶನ್, ಭರತ್, ಗೋವಿಂದಮೂರ್ತಿ ದಿಬ್ಬೂರು,ಕಿರಣ್‌ಕುಮಾರ್,ಶಿವಣ್ಣ ಇದ್ದರು.: [756, 1016, 930, 1195]
- article-headline-vividha: ವಿವಿಧ ಕೌಶಲ್ಯಾಭಿವೃದ್ಧಿ ತರಬೇತಿಗೆ ಅರ್ಜಿ ಆಹ್ವಾನ: [57, 954, 299, 972]
- headline-line: ಪರಿಹಾರ ಹಣ ಸಾಲದ: [356, 598, 448, 613]
- article-body-cm-col2: ಮುಂಗಾರು ಪೂರ್ವ ಮಳೆ ಎಲ್ಲೆಡೆ ಉತ್ತಮವಾಗಿದೆ. ಹೀಗಾಗಿ ಬಿತ್ತನೆ ಕಾರ್ಯ ಚುರುಕಾಗಬೇಕು. ಚುನಾವಣಾ ಆಯೋಗವು ಮಾದರಿ ನೀತಿ ಸಂಹಿತೆಯಿಂದ ರಿಯಾಯಿತಿ ನೀಡಿದ್ದು ಸಂಬಂಧಿಸಿದ ಅಧಿಕಾರಿಗಳು ಹೆಚ್ಚು ಗಮನ ಹರಿಸಬೇಕು. ಬಿತ್ತನೆ ಬೀಜ ಹಾಗೂ ರಸಗೊಬ್ಬರ ವಿತರಣೆಯಲ್ಲಿ ಯಾವುದೇ ಸಮಸ್ಯೆ ಆಗಬಾರದು. ಕಳಪೆ ಬಿತ್ತನೆ ಬೀಜ ಮಾರಾಟ ಮಾಡುವವರ ವಿರುದ್ಧ ಕಠಿಣ ಕ್ರಮ ಕೈಗೊಳ್ಳಬೇಕು. ಜನರಿಗೆ ಕುಡಿಯುವ ನೀರಿನ ಸಮಸ್ಯೆ ಎದುರಾಗದಂತೆ ಎಚ್ಚರ ವಹಿಸಬೇಕು. ನೀರಿನ ಮೂಲಗಳನ್ನು ಪರಿಶೀಲಿಸಿ ಪರೀಕ್ಷೆ ನಡೆಸಬೇಕು. ಡೆಂಗ್ಯೂ ನಿಯಂತ್ರಣಕ್ಕೆ ಕ್ರಮ ಕೈಗೊಳ್ಳಬೇಕು. ಟ್ಯಾಂಕರ್ ಮೂಲಕ ನೀರನ್ನು ದಿನದ ಹಣವನ್ನು ಪಾವತಿಸಿ ಜನರ ಸಮಸ್ಯೆ ಬಗೆಹರಿಸಬೇಕು.: [480, 214, 620, 359]
- article-body-agneya-col2: ಈಗಾಗಲೇ ಸಮಿತಿ ರಚಿಸಿದ್ದು, ಸಮಿತಿಯ ವರದಿಯಂತೆ ಶಿಕ್ಷಕರಿಗೂ ಅನುಕೂಲವಾಗಲಿದೆ. ಅಲ್ಲದೆ, ಪೂರಕ ಬೋಧನೆಗೆ ಸಂಬಂಧಿಸಿದಂತೆ ಹೊರಡಿಸಿದ್ದ ಆದೇಶ ಮಾಡಿ ಹೋರಾಟದಲ್ಲಿ ಆದೇಶವನ್ನು ವಾಪಸ್ ಪಡೆಯಲಾಗಿದೆ. ಮೇ 29 ರಂದರ ದರವರೆಗೆ ಆದೇಶವನ್ನು ನೀಡಲಾಗಿದೆ. ಮುಖ್ಯಮಂತ್ರಿ ಮತ್ತು ಉಪಮುಖ್ಯಮಂತ್ರಿಗಳು ಶ್ರೀನಿವಾಸ್ ಅವರಿಗೆ ಟಿಕೆಟ್ ನೀಡಿದ್ದಾರೆ. ಆದರಿಂದ, ಗೆಲ್ಲಿಸಿಕೊಳ್ಳುವುದು ನಮ್ಮೆಲ್ಲರ ಜವಾಬ್ದಾರಿ ಎಂದರು. ಈ ಹಿಂದಿನ ಬಿ.ಜೆ.ಪಿ ಮತ್ತು ಜೆಡಿಎಸ್ ಸರಕಾರಗಳು ಶಿಕ್ಷಕರ ಸಮಸ್ಯೆಗೆ ಸ್ಪಂದಿಸಲಿಲ್ಲ. ಶಿಕ್ಷಕರ ಸಮಸ್ಯೆಗಳನ್ನು ಪರಿಹರಿಸುವ ನಿಟ್ಟಿನಲ್ಲಿ ಮುಂದಾಗಿದ್ದೇವೆ. ಈ ಬಾರಿ ಶಿಕ್ಷಣ ಕುಸಿದಿದೆ. ಎಸ್.ಎಸ್.ಎಲ್.ಸಿ. ಪರೀಕ್ಷೆಯಲ್ಲಿ ಗ್ರೇಸ್ ಮಾರ್ಕ್ಸ್: [622, 748, 772, 893]
- article-body-vividha-col1: ತುಮಕೂರು, ಮೇ.24- ಸಮಾಜ ಕಲ್ಯಾಣ ಇಲಾಖೆ ಹಾಗೂ ಕರ್ನಾಟಕ ಪರಿಶಿಷ್ಟ ಜಾತಿ ಮತ್ತು ಪರಿಶಿಷ್ಟ ಪಂಗಡಗಳ ಅಭಿವೃದ್ಧಿ ನಿಗಮದ ವತಿಯಿಂದ ಜಿಲ್ಲೆಯಲ್ಲಿ 2023-24ನೇ ಸಾಲಿಗೆ ಪರಿಶಿಷ್ಟ ಜಾತಿ ಮತ್ತು ಪಂಗಡಗಳ ಅರ್ಹರಿಂದ ಅರ್ಜಿ ಆಹ್ವಾನಿಸಲಾಗಿದೆ.: [47, 976, 179, 1043]
- link-gttc[interactable]: https://gttc.karnataka.gov.in: [177, 1215, 311, 1228]
- article-body-ambedkar-col1: ತುಮಕೂರು, ಮೇ 24- ಅಖಿಲ ಭಾರತ ಡಾ.ಅಂಬೇಡ್ಕರ್ ಪ್ರಚಾರ ಸಮಿತಿ, ತುಮಕೂರು ಜಿಲ್ಲಾ ಶಾಖೆಯ ವತಿಯಿಂದ ತುಮಕೂರು ನಗರದ ಡಾ.ಅಂಬೇಡ್ಕರ್ ಭವನದ ಆವರಣದಲ್ಲಿ ಭಗವಾನ್ ಗೌತಮ ಬುದ್ಧರ 2568ನೇ ಜನ್ಮ ಜಯಂತಿಯನ್ನು ಆಚರಿಸಲಾಯಿತು. ಅಖಿಲ ಭಾರತ ಡಾ.ಅಂಬೇಡ್ಕರ್ ಪ್ರಚಾರ ಸಮಿತಿಯ ಜಿಲ್ಲಾಧ್ಯಕ್ಷ ಎನ್.ಕೆ. ನಿಧಿಕುಮಾರ್ ಅವರ ನೇತೃತ್ವದಲ್ಲಿ ನಡೆದ ಬುದ್ಧರವರ 2568ನೇ ಜನ್ಮ ಜಯಂತಿ ಕಾರ್ಯಕ್ರಮದಲ್ಲಿ ಬುದ್ಧರ ಭಾವಚಿತ್ರಕ್ಕೆ ಪುಷ್ಪ ನಮನ ಸಲ್ಲಿಸುವ ಮೂಲಕ ಗೌರವ ಸಮರ್ಪಿಸಲಾಯಿತು. ಈ ವೇಳೆ ಮಾತನಾಡಿದ ಅಖಿಲ ಭಾರತ ಡಾ.ಅಂಬೇಡ್ಕರ್ ಪ್ರಚಾರ ಸಮಿತಿ ಜಿಲ್ಲಾಧ್ಯಕ್ಷ ಎನ್.ಕೆ.ನಿಧಿಕುಮಾರ್, ಮನುಷ್ಯ ಅನುಭವಿಸುತ್ತಿರುವ ಸಮಸ್ಯೆಗಳ ಪರಿಹಾರಕ್ಕಾಗಿ ರಾಜ್ಯ, ಕೋಶ, ಹೆಂಡತಿ, ಮಕ್ಕಳು ಎಲ್ಲವನ್ನು ತೊರೆದು ದೇವರನ್ನು ಹುಡುಕಾಟದಲ್ಲಿ ತೊಡಗಿದ ಬುದ್ಧನಿಗೆ, ಹಲವಾರು ವರ್ಷಗಳ ಕಿರುಗಾಟದ ನಂತರ, ಮನುಷ್ಯನ ಸಮಸ್ಯೆಗಳಿಗೆ ಮನುಷ್ಯನೇ ಕಾರಣ ಎಂಬುದನ್ನು ಅರಿತು, ಆಸೆಯೇ ದುಃಖಕ್ಕೆ ಮೂಲ ಎಂಬುದನ್ನು ಅರಿತು: [336, 1016, 472, 1239]
- column-rule: [330, 66, 331, 1356]
- headline-line: ಹೊಸಹಳ್ಳಿ ಚಂದ್ರಣ್ಣ: [361, 642, 443, 657]
- footer-divider: [28, 1358, 930, 1360]
- newspaper-name: ಅಮೃತವಾಣಿ: [400, 34, 456, 50]
- article-headline-diploma: ಡಿಪ್ಲೋಮಾ ಕೋರ್ಸ್ ಪ್ರವೇಶಕ್ಕೆ ಅರ್ಜಿ ಆಹ್ವಾನ: [52, 1110, 304, 1130]
- photo-review-meeting: [480, 100, 778, 212]
- photo-buddha-jayanti: [480, 1020, 745, 1133]
- masthead-divider: [44, 55, 930, 57]
- article-paragraph: ತುಮಕೂರು, ಮೇ 24- ಹಿರೇಹಳ್ಳಿ ಕೈಗಾರಿಕಾ ಪ್ರದೇಶ ಸರ್ಕಾರಿ ಉಪಕರಣಾಗಾರ ಮತ್ತು ತರಬೇತಿ ಕೇಂದ್ರದಲ್ಲಿ ಎಐಸಿಟಿಇ ಯಿಂದ ಮಾನ್ಯತೆ ಪಡೆದಿರುವ 4 ವರ್ಷಗಳ ಡಿಪ್ಲೋಮಾ ಇನ್ ಟೂಲ್ ಅಂಡ್ ಡೈ ಮೇಕಿಂಗ್, ಡಿಪ್ಲೋಮಾ ಇನ್ ಮೆಕಾಟ್ರಾನಿಕ್ಸ್ ಮತ್ತು ಡಿಪ್ಲೋಮಾ ಇನ್ ಎಲೆಕ್ಟ್ರಿಕಲ್ ಅಂಡ್ ಎಲೆಕ್ಟ್ರಾನಿಕ್ಸ್ ಎಂಜಿನಿಯರಿಂಗ್ ಕೋರ್ಸ್‌ನ ಪ್ರಥಮ ಸೆಮಿಸ್ಟರ್ ಪ್ರವೇಶಕ್ಕೆ ಎಸ್‌ಎಸ್‌ಎಲ್‌ಸಿ ವಿದ್ಯಾರ್ಥಿಗಳಿಂದ ಅರ್ಜಿ ಆಹ್ವಾನಿಸಲಾಗಿದೆ.: [47, 1136, 323, 1191]
- article-headline-parihara: [336, 595, 468, 661]
- article-subheading: ಭೂಸ್ವಾಧೀನ ಸಮಸ್ಯೆಗಾಗಿ ಸಹಾಯವಾಣಿ :-: [38, 182, 145, 192]
